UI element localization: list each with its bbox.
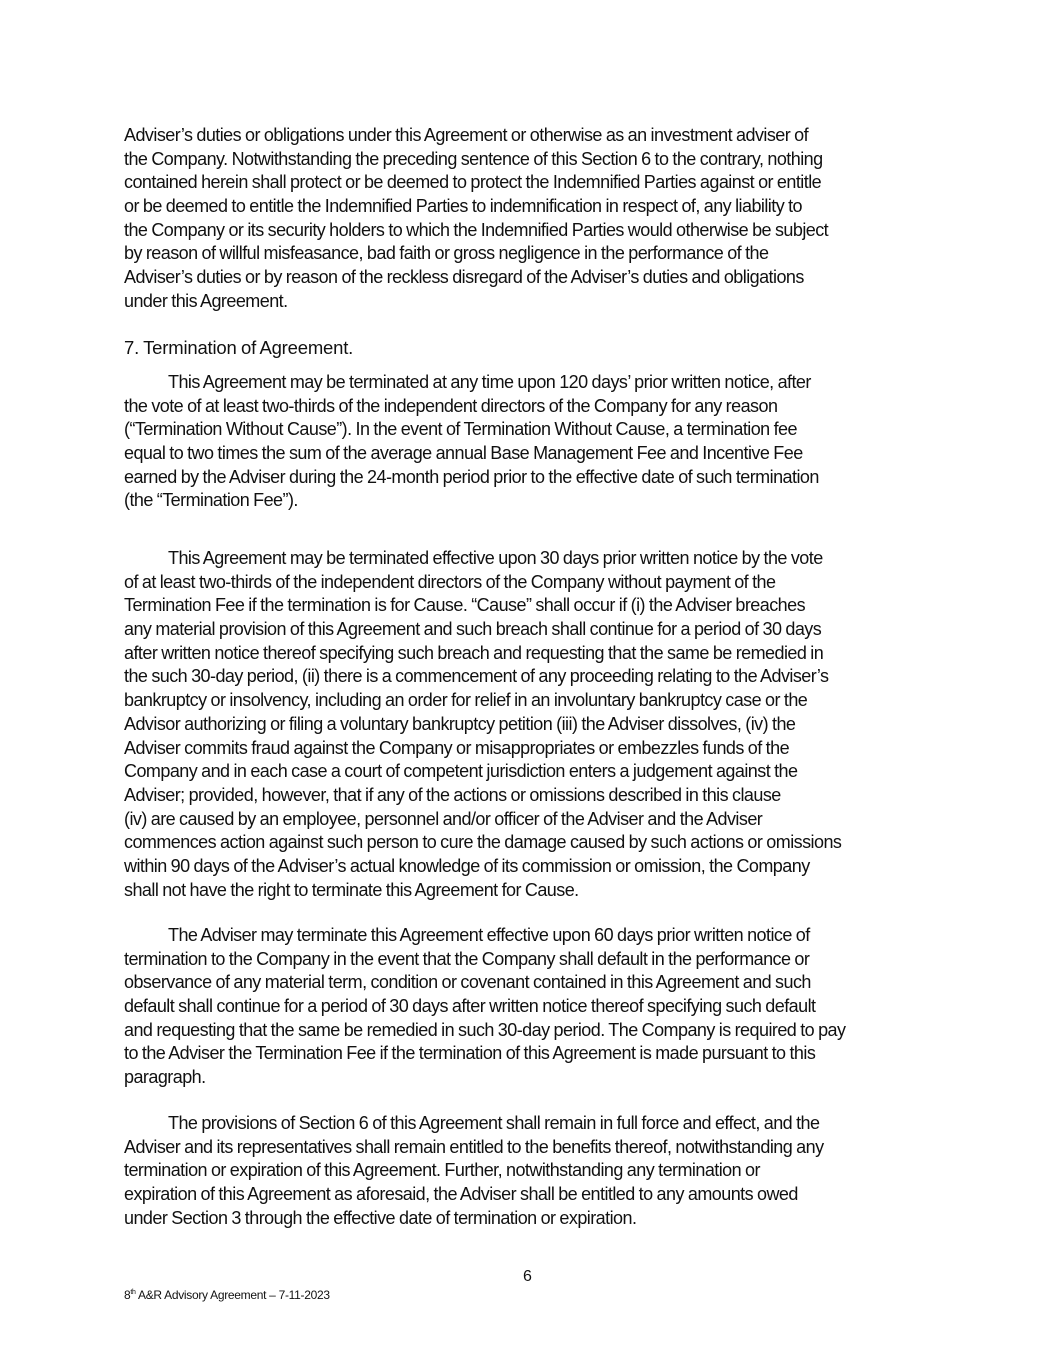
text-line: within 90 days of the Adviser’s actual knowledge of its commission or omission, the Company: [124, 855, 810, 876]
paragraph-termination-without-cause: [124, 371, 944, 513]
text-line: under this Agreement.: [124, 290, 288, 311]
text-line: Advisor authorizing or filing a voluntary bankruptcy petition (iii) the Adviser dissolves, (iv) the: [124, 713, 796, 734]
section7-heading: 7. Termination of Agreement.: [124, 337, 354, 358]
page-number: 6: [523, 1268, 532, 1285]
text-line: This Agreement may be terminated effective upon 30 days prior written notice by the vote: [168, 548, 823, 568]
paragraph-section6-end: [124, 124, 944, 314]
text-line: (the “Termination Fee”).: [124, 490, 298, 511]
text-line: of at least two-thirds of the independent directors of the Company without payment of the: [124, 571, 776, 592]
text-line: commences action against such person to cure the damage caused by such actions or omissions: [124, 832, 842, 853]
text-line: Termination Fee if the termination is for Cause. “Cause” shall occur if (i) the Adviser breaches: [124, 595, 806, 616]
paragraph-survival: [124, 1112, 944, 1230]
text-line: after written notice thereof specifying such breach and requesting that the same be remedied in: [124, 642, 824, 663]
text-line: Adviser’s duties or obligations under this Agreement or otherwise as an investment adviser of: [124, 125, 809, 145]
text-line: equal to two times the sum of the average annual Base Management Fee and Incentive Fee: [124, 443, 803, 464]
text-line: bankruptcy or insolvency, including an order for relief in an involuntary bankruptcy case or the: [124, 690, 808, 711]
footer-document-title: [124, 1288, 330, 1302]
footer-ordinal-suffix: th: [130, 1289, 136, 1296]
text-line: Adviser commits fraud against the Company or misappropriates or embezzles funds of the: [124, 737, 790, 758]
text-line: This Agreement may be terminated at any time upon 120 days’ prior written notice, after: [168, 372, 811, 392]
text-line: termination or expiration of this Agreement. Further, notwithstanding any termination or: [124, 1160, 760, 1181]
text-line: or be deemed to entitle the Indemnified Parties to indemnification in respect of, any liability to: [124, 196, 803, 217]
text-line: under Section 3 through the effective date of termination or expiration.: [124, 1207, 637, 1228]
text-line: Company and in each case a court of competent jurisdiction enters a judgement against the: [124, 761, 798, 782]
text-line: any material provision of this Agreement and such breach shall continue for a period of 30 days: [124, 619, 822, 640]
text-line: default shall continue for a period of 30 days after written notice thereof specifying such default: [124, 996, 816, 1017]
text-line: termination to the Company in the event that the Company shall default in the performance or: [124, 948, 810, 969]
paragraph-adviser-termination: [124, 924, 944, 1090]
text-line: The provisions of Section 6 of this Agreement shall remain in full force and effect, and the: [168, 1113, 820, 1133]
text-line: the such 30-day period, (ii) there is a commencement of any proceeding relating to the Adviser’s: [124, 666, 829, 687]
text-line: paragraph.: [124, 1067, 206, 1088]
text-line: earned by the Adviser during the 24-month period prior to the effective date of such termination: [124, 466, 819, 487]
text-line: and requesting that the same be remedied in such 30-day period. The Company is required to pay: [124, 1019, 846, 1040]
text-line: the Company. Notwithstanding the preceding sentence of this Section 6 to the contrary, nothing: [124, 148, 823, 169]
text-line: the vote of at least two-thirds of the independent directors of the Company for any reason: [124, 395, 778, 416]
section-heading: [124, 336, 944, 360]
text-line: to the Adviser the Termination Fee if the termination of this Agreement is made pursuant to this: [124, 1043, 816, 1064]
text-line: (iv) are caused by an employee, personnel and/or officer of the Adviser and the Adviser: [124, 808, 763, 829]
text-line: contained herein shall protect or be deemed to protect the Indemnified Parties against or entitle: [124, 172, 822, 193]
text-line: shall not have the right to terminate this Agreement for Cause.: [124, 879, 579, 900]
footer-ordinal: 8: [124, 1288, 131, 1302]
text-line: observance of any material term, condition or covenant contained in this Agreement and such: [124, 972, 811, 993]
text-line: by reason of willful misfeasance, bad faith or gross negligence in the performance of the: [124, 243, 769, 264]
footer-text: A&R Advisory Agreement – 7-11-2023: [135, 1288, 330, 1302]
text-line: Adviser’s duties or by reason of the reckless disregard of the Adviser’s duties and obligations: [124, 267, 804, 288]
text-line: (“Termination Without Cause”). In the event of Termination Without Cause, a termination fee: [124, 419, 797, 440]
text-line: the Company or its security holders to which the Indemnified Parties would otherwise be subject: [124, 219, 829, 240]
text-line: Adviser; provided, however, that if any of the actions or omissions described in this clause: [124, 784, 781, 805]
text-line: The Adviser may terminate this Agreement effective upon 60 days prior written notice of: [168, 925, 810, 945]
text-line: Adviser and its representatives shall remain entitled to the benefits thereof, notwithstanding any: [124, 1136, 824, 1157]
text-line: expiration of this Agreement as aforesaid, the Adviser shall be entitled to any amounts owed: [124, 1184, 798, 1205]
paragraph-termination-for-cause: [124, 547, 944, 902]
